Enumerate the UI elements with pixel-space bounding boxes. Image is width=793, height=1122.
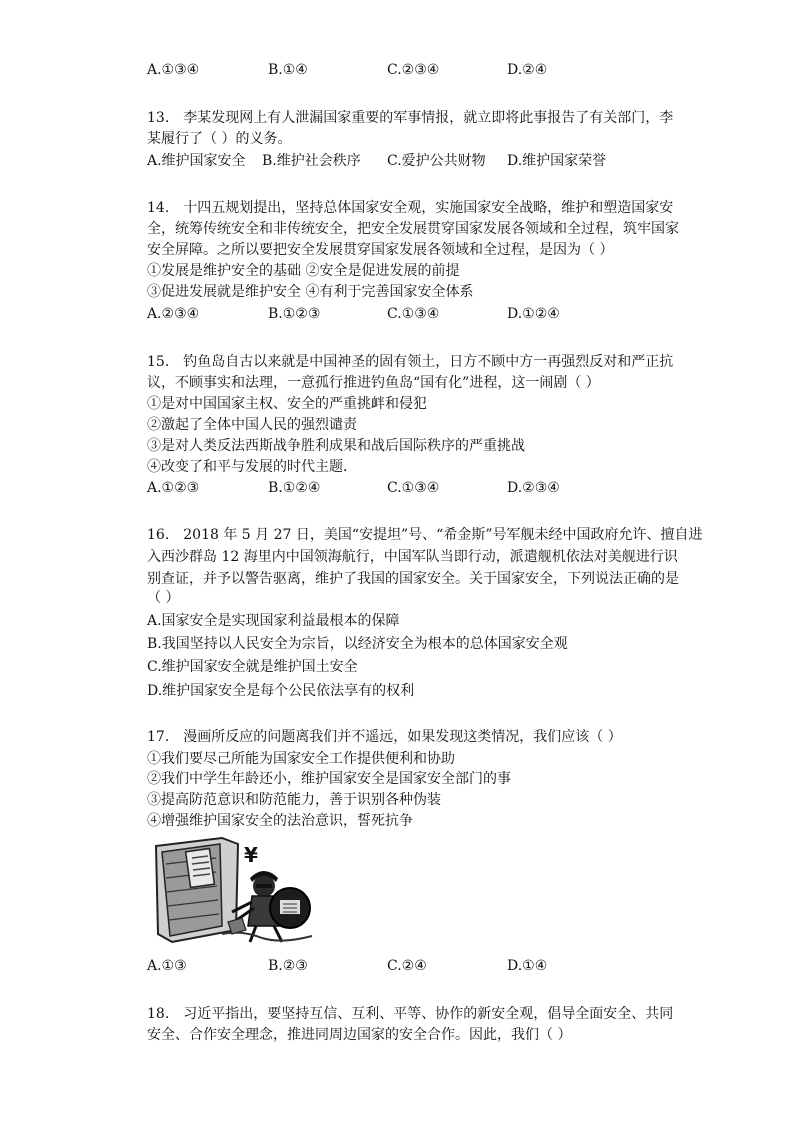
q16-choice-b: B.我国坚持以人民安全为宗旨，以经济安全为根本的总体国家安全观 xyxy=(147,636,568,652)
q15-option-a: A.①②③ xyxy=(147,480,200,496)
q15-statement-4: ④改变了和平与发展的时代主题． xyxy=(147,459,357,475)
q15-statement-3: ③是对人类反法西斯战争胜利成果和战后国际秩序的严重挑战 xyxy=(147,438,525,454)
q17-stem-line-1: 17. 漫画所反应的问题离我们并不遥远，如果发现这类情况，我们应该（ ） xyxy=(147,729,622,745)
q15-stem-line-1: 15. 钓鱼岛自古以来就是中国神圣的固有领土，日方不顾中方一再强烈反对和严正抗 xyxy=(147,354,674,370)
q14-option-a: A.②③④ xyxy=(147,306,200,322)
q13-options xyxy=(147,151,667,171)
q17-statement-2: ②我们中学生年龄还小，维护国家安全是国家安全部门的事 xyxy=(147,771,511,787)
q12-options xyxy=(147,60,667,80)
q15-statement-1: ①是对中国国家主权、安全的严重挑衅和侵犯 xyxy=(147,396,427,412)
q18-stem-line-2: 安全、合作安全理念，推进同周边国家的安全合作。因此，我们（ ） xyxy=(147,1027,572,1043)
q15-option-c: C.①③④ xyxy=(387,480,440,496)
spy-cartoon-image xyxy=(152,834,320,946)
q16-stem-line-2: 入西沙群岛 12 海里内中国领海航行，中国军队当即行动，派遣舰机依法对美舰进行识 xyxy=(147,549,678,565)
q17-statement-4: ④增强维护国家安全的法治意识，誓死抗争 xyxy=(147,813,413,829)
q15-options xyxy=(147,478,667,498)
q14-stem-line-1: 14. 十四五规划提出，坚持总体国家安全观，实施国家安全战略，维护和塑造国家安 xyxy=(147,200,674,216)
q13-option-c: C.爱护公共财物 xyxy=(387,153,486,169)
q17-option-a: A.①③ xyxy=(147,958,187,974)
q16-answer-bracket: （ ） xyxy=(147,590,180,606)
q14-options xyxy=(147,304,667,324)
q12-option-d: D.②④ xyxy=(507,62,548,78)
q15-statement-2: ②激起了全体中国人民的强烈谴责 xyxy=(147,417,357,433)
q14-option-c: C.①③④ xyxy=(387,306,440,322)
q13-option-d: D.维护国家荣誉 xyxy=(507,153,607,169)
q17-option-d: D.①④ xyxy=(507,958,548,974)
q16-choice-c: C.维护国家安全就是维护国土安全 xyxy=(147,659,358,675)
q17-options xyxy=(147,956,667,976)
q14-statement-3-4: ③促进发展就是维护安全 ④有利于完善国家安全体系 xyxy=(147,284,474,300)
q12-option-c: C.②③④ xyxy=(387,62,440,78)
q16-stem-line-1: 16. 2018 年 5 月 27 日，美国“安提坦”号、“希金斯”号军舰未经中国政府允许、擅自进 xyxy=(147,527,703,543)
q13-stem-line-1: 13. 李某发现网上有人泄漏国家重要的军事情报，就立即将此事报告了有关部门，李 xyxy=(147,110,674,126)
q17-statement-1: ①我们要尽己所能为国家安全工作提供便利和协助 xyxy=(147,751,455,767)
q18-stem-line-1: 18. 习近平指出，要坚持互信、互利、平等、协作的新安全观，倡导全面安全、共同 xyxy=(147,1006,674,1022)
q12-option-b: B.①④ xyxy=(268,62,308,78)
q15-option-d: D.②③④ xyxy=(507,480,560,496)
q14-option-b: B.①②③ xyxy=(268,306,321,322)
q13-option-b: B.维护社会秩序 xyxy=(262,153,361,169)
q16-choice-a: A.国家安全是实现国家利益最根本的保障 xyxy=(147,613,400,629)
q13-option-a: A.维护国家安全 xyxy=(147,153,246,169)
q17-option-b: B.②③ xyxy=(268,958,308,974)
q14-statement-1-2: ①发展是维护安全的基础 ②安全是促进发展的前提 xyxy=(147,263,460,279)
q15-stem-line-2: 议，不顾事实和法理，一意孤行推进钓鱼岛“国有化”进程，这一闹剧（ ） xyxy=(147,375,600,391)
q17-statement-3: ③提高防范意识和防范能力，善于识别各种伪装 xyxy=(147,792,441,808)
q12-option-a: A.①③④ xyxy=(147,62,200,78)
q16-stem-line-3: 别查证，并予以警告驱离，维护了我国的国家安全。关于国家安全，下列说法正确的是 xyxy=(147,571,679,587)
q13-stem-line-2: 某履行了（ ）的义务。 xyxy=(147,131,292,147)
q16-choice-d: D.维护国家安全是每个公民依法享有的权利 xyxy=(147,683,415,699)
q14-stem-line-3: 安全屏障。之所以要把安全发展贯穿国家发展各领域和全过程，是因为（ ） xyxy=(147,242,614,258)
q14-stem-line-2: 全，统筹传统安全和非传统安全，把安全发展贯穿国家发展各领域和全过程，筑牢国家 xyxy=(147,221,679,237)
q15-option-b: B.①②④ xyxy=(268,480,321,496)
yen-symbol: ¥ xyxy=(244,843,258,867)
q17-option-c: C.②④ xyxy=(387,958,427,974)
q14-option-d: D.①②④ xyxy=(507,306,560,322)
